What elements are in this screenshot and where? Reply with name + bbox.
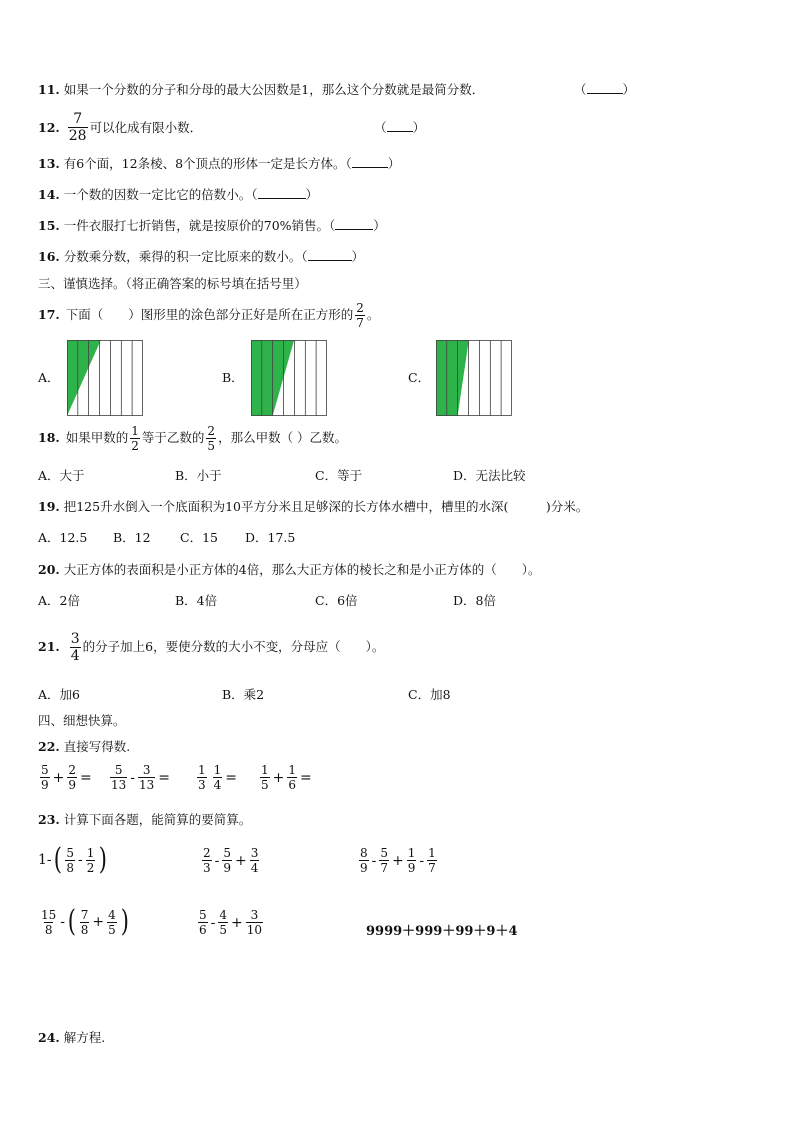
fraction: $\frac{7}{8}$ (80, 907, 89, 937)
question-17: 17. 下面（ ）图形里的涂色部分正好是所在正方形的 $\frac{2}{7}$ 。 (38, 298, 379, 332)
fraction: $\frac{5}{9}$ (41, 763, 49, 792)
question-text: 解方程. (63, 1030, 106, 1045)
q22-expression-4: $\frac{1}{5}$ + $\frac{1}{6}$ = (261, 763, 312, 792)
q18-option-a[interactable]: A．大于 (38, 468, 85, 483)
option-c-label[interactable]: C． (408, 370, 431, 385)
question-13: 13. 有6个面，12条棱、8个顶点的形体一定是长方体。（ ） (38, 156, 401, 171)
question-24 (38, 1030, 105, 1046)
answer-blank[interactable] (335, 218, 373, 230)
fraction: $\frac{1}{6}$ (288, 763, 297, 792)
q18-option-d[interactable]: D．无法比较 (453, 468, 526, 483)
answer-blank[interactable] (258, 187, 306, 199)
question-12 (38, 112, 425, 143)
q23-expression-1: 1- ( $\frac{5}{8}$ - $\frac{1}{2}$ ) (38, 842, 108, 877)
question-20 (38, 562, 540, 578)
q19-option-b[interactable]: B．12 (113, 530, 151, 545)
q23-expression-6: 9999＋999＋99＋9＋4 (366, 924, 518, 939)
fraction: $\frac{2}{3}$ (203, 846, 211, 875)
answer-parens: （ ） (574, 82, 636, 97)
figure-c[interactable] (436, 340, 512, 416)
question-text: 大正方体的表面积是小正方体的4倍，那么大正方体的棱长之和是小正方体的（ ）。 (63, 562, 541, 577)
figure-b[interactable] (251, 340, 327, 416)
q20-option-d[interactable]: D．8倍 (453, 593, 496, 608)
question-number: 19. (38, 499, 60, 514)
fraction: $\frac{1}{9}$ (407, 846, 416, 875)
fraction: $\frac{5}{7}$ (380, 846, 389, 875)
question-text: 下面（ ）图形里的涂色部分正好是所在正方形的 (65, 307, 354, 322)
question-11 (38, 82, 636, 98)
question-text: 计算下面各题，能简算的要简算。 (63, 812, 252, 827)
section-4-heading: 四、细想快算。 (38, 713, 126, 728)
answer-parens: （ ） (374, 119, 426, 135)
fraction: $\frac{4}{5}$ (108, 907, 116, 937)
question-number: 13. (38, 156, 60, 171)
fraction: $\frac{15}{8}$ (41, 907, 57, 937)
question-21 (38, 628, 384, 666)
fraction: $\frac{5}{6}$ (199, 908, 207, 937)
option-b-label[interactable]: B． (222, 370, 244, 385)
shaded-region (436, 340, 469, 416)
fraction: $\frac{2}{9}$ (68, 763, 77, 792)
q23-expression-4: $\frac{15}{8}$ - ( $\frac{7}{8}$ + $\frac{4}{5}$ ) (41, 904, 129, 939)
question-15: 15. 一件衣服打七折销售，就是按原价的70%销售。（ ） (38, 218, 386, 233)
q20-option-a[interactable]: A．2倍 (38, 593, 80, 608)
question-number: 15. (38, 218, 60, 233)
question-text: 可以化成有限小数． (89, 119, 203, 135)
question-number: 21. (38, 639, 60, 654)
fraction: $\frac{3}{10}$ (246, 908, 263, 937)
question-number: 11. (38, 82, 60, 97)
question-22 (38, 739, 130, 755)
q21-option-b[interactable]: B．乘2 (222, 687, 265, 702)
question-number: 24. (38, 1030, 60, 1045)
question-text: 分数乘分数，乘得的积一定比原来的数小。（ (63, 249, 308, 264)
question-text: 一件衣服打七折销售，就是按原价的70%销售。（ (63, 218, 336, 233)
q19-option-a[interactable]: A．12.5 (38, 530, 88, 545)
question-number: 18. (38, 430, 60, 445)
question-number: 23. (38, 812, 60, 827)
q20-option-b[interactable]: B．4倍 (175, 593, 218, 608)
question-14: 14. 一个数的因数一定比它的倍数小。（ ） (38, 187, 319, 202)
question-text: 一个数的因数一定比它的倍数小。（ (63, 187, 258, 202)
fraction: $\frac{7}{28}$ (68, 111, 87, 144)
q22-expression-2: $\frac{5}{13}$ - $\frac{3}{13}$ = (111, 763, 171, 792)
fraction: $\frac{5}{9}$ (223, 846, 232, 875)
q23-expression-5: $\frac{5}{6}$ - $\frac{4}{5}$ + $\frac{3}{10}$ (199, 908, 263, 937)
question-number: 14. (38, 187, 60, 202)
q21-option-a[interactable]: A．加6 (38, 687, 80, 702)
fraction: $\frac{1}{2}$ (131, 423, 139, 453)
q19-option-d[interactable]: D．17.5 (245, 530, 296, 545)
fraction: $\frac{3}{4}$ (70, 630, 80, 664)
figure-a[interactable] (67, 340, 143, 416)
q23-expression-2: $\frac{2}{3}$ - $\frac{5}{9}$ + $\frac{3}{4}$ (203, 846, 259, 875)
question-number: 12. (38, 119, 60, 135)
question-text: 如果一个分数的分子和分母的最大公因数是1，那么这个分数就是最简分数． (63, 82, 485, 97)
question-text: 直接写得数. (63, 739, 131, 754)
section-3-heading: 三、谨慎选择。（将正确答案的标号填在括号里） (38, 276, 307, 291)
fraction: $\frac{5}{8}$ (66, 845, 74, 875)
fraction: $\frac{1}{4}$ (213, 763, 222, 792)
q23-expression-3: $\frac{8}{9}$ - $\frac{5}{7}$ + $\frac{1}{9}$ - $\frac{1}{7}$ (360, 846, 436, 875)
q21-option-c[interactable]: C．加8 (408, 687, 451, 702)
question-23 (38, 812, 251, 828)
option-a-label[interactable]: A． (38, 370, 60, 385)
fraction: $\frac{1}{7}$ (428, 846, 436, 875)
q18-option-b[interactable]: B．小于 (175, 468, 222, 483)
answer-blank[interactable] (352, 156, 388, 168)
answer-blank[interactable] (308, 249, 352, 261)
question-text: 的分子加上6，要使分数的大小不变，分母应（ ）。 (82, 639, 385, 654)
question-number: 16. (38, 249, 60, 264)
q22-expression-1: $\frac{5}{9}$ + $\frac{2}{9}$ = (41, 763, 92, 792)
question-number: 17. (38, 307, 60, 322)
q20-option-c[interactable]: C．6倍 (315, 593, 358, 608)
question-text: 有6个面，12条棱、8个顶点的形体一定是长方体。（ (63, 156, 352, 171)
q19-option-c[interactable]: C．15 (180, 530, 218, 545)
question-19 (38, 499, 588, 515)
shaded-region (67, 340, 101, 416)
q22-expression-3: $\frac{1}{3}$ $\frac{1}{4}$ = (198, 763, 238, 792)
fraction: $\frac{2}{7}$ (356, 300, 364, 330)
q18-option-c[interactable]: C．等于 (315, 468, 363, 483)
fraction: $\frac{4}{5}$ (219, 908, 228, 937)
fraction: $\frac{1}{2}$ (86, 845, 95, 875)
fraction: $\frac{8}{9}$ (360, 846, 368, 875)
fraction: $\frac{3}{13}$ (139, 763, 155, 792)
fraction: $\frac{5}{13}$ (111, 763, 127, 792)
question-16: 16. 分数乘分数，乘得的积一定比原来的数小。（ ） (38, 249, 365, 264)
fraction: $\frac{3}{4}$ (250, 846, 259, 875)
question-text: 把125升水倒入一个底面积为10平方分米且足够深的长方体水槽中，槽里的水深( )分米。 (63, 499, 589, 514)
fraction: $\frac{1}{5}$ (261, 763, 269, 792)
fraction: $\frac{2}{5}$ (207, 423, 216, 453)
fraction: $\frac{1}{3}$ (198, 763, 206, 792)
question-18: 18. 如果甲数的 $\frac{1}{2}$ 等于乙数的 $\frac{2}{5}$ ，那么甲数（ ）乙数。 (38, 420, 347, 456)
question-number: 22. (38, 739, 60, 754)
question-number: 20. (38, 562, 60, 577)
